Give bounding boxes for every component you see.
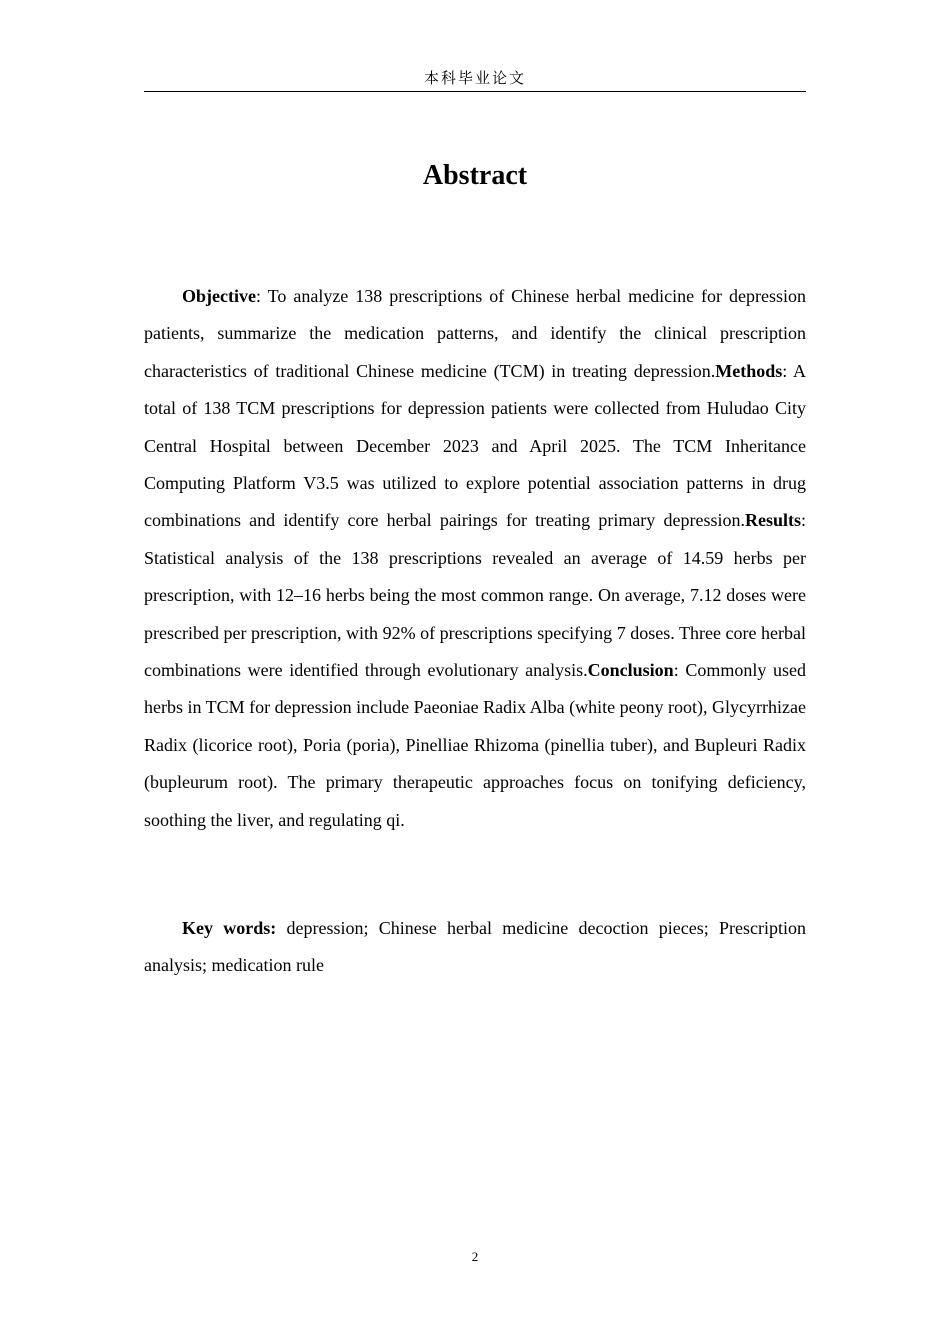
objective-text: : To analyze 138 prescriptions of Chinese herbal medicine for depression patients, summarize the medication patterns, and identify the clinical prescription characteristics of traditional Chinese medicine (TCM) in treating depression. — [144, 286, 806, 381]
results-label: Results — [744, 510, 801, 531]
keywords-label: Key words: — [182, 918, 277, 938]
running-header: 本科毕业论文 — [144, 66, 806, 92]
keywords-paragraph — [144, 910, 806, 985]
abstract-title: Abstract — [422, 160, 528, 191]
conclusion-label: Conclusion — [587, 660, 674, 681]
keywords-text: depression; Chinese herbal medicine decoction pieces; Prescription analysis; medication rule — [144, 918, 806, 976]
conclusion-text: : Commonly used herbs in TCM for depression include Paeoniae Radix Alba (white peony root), Glycyrrhizae Radix (licorice root), Poria (poria), Pinelliae Rhizoma (pinellia tuber), and Bupleuri Radix (bupleurum root). The primary therapeutic approaches focus on tonifying deficiency, soothing the liver, and regulating qi. — [144, 660, 806, 830]
page-number: 2 — [471, 1249, 479, 1264]
objective-label: Objective — [182, 286, 256, 306]
results-text: : Statistical analysis of the 138 prescriptions revealed an average of 14.59 herbs per prescription, with 12–16 herbs being the most common range. On average, 7.12 doses were prescribed per prescription, with 92% of prescriptions specifying 7 doses. Three core herbal combinations were identified through evolutionary analysis. — [144, 510, 806, 681]
abstract-paragraph — [144, 278, 806, 839]
methods-text: : A total of 138 TCM prescriptions for depression patients were collected from Huludao City Central Hospital between December 2023 and April 2025. The TCM Inheritance Computing Platform V3.5 was utilized to explore potential association patterns in drug combinations and identify core herbal pairings for treating primary depression. — [144, 360, 806, 531]
methods-label: Methods — [715, 360, 783, 381]
